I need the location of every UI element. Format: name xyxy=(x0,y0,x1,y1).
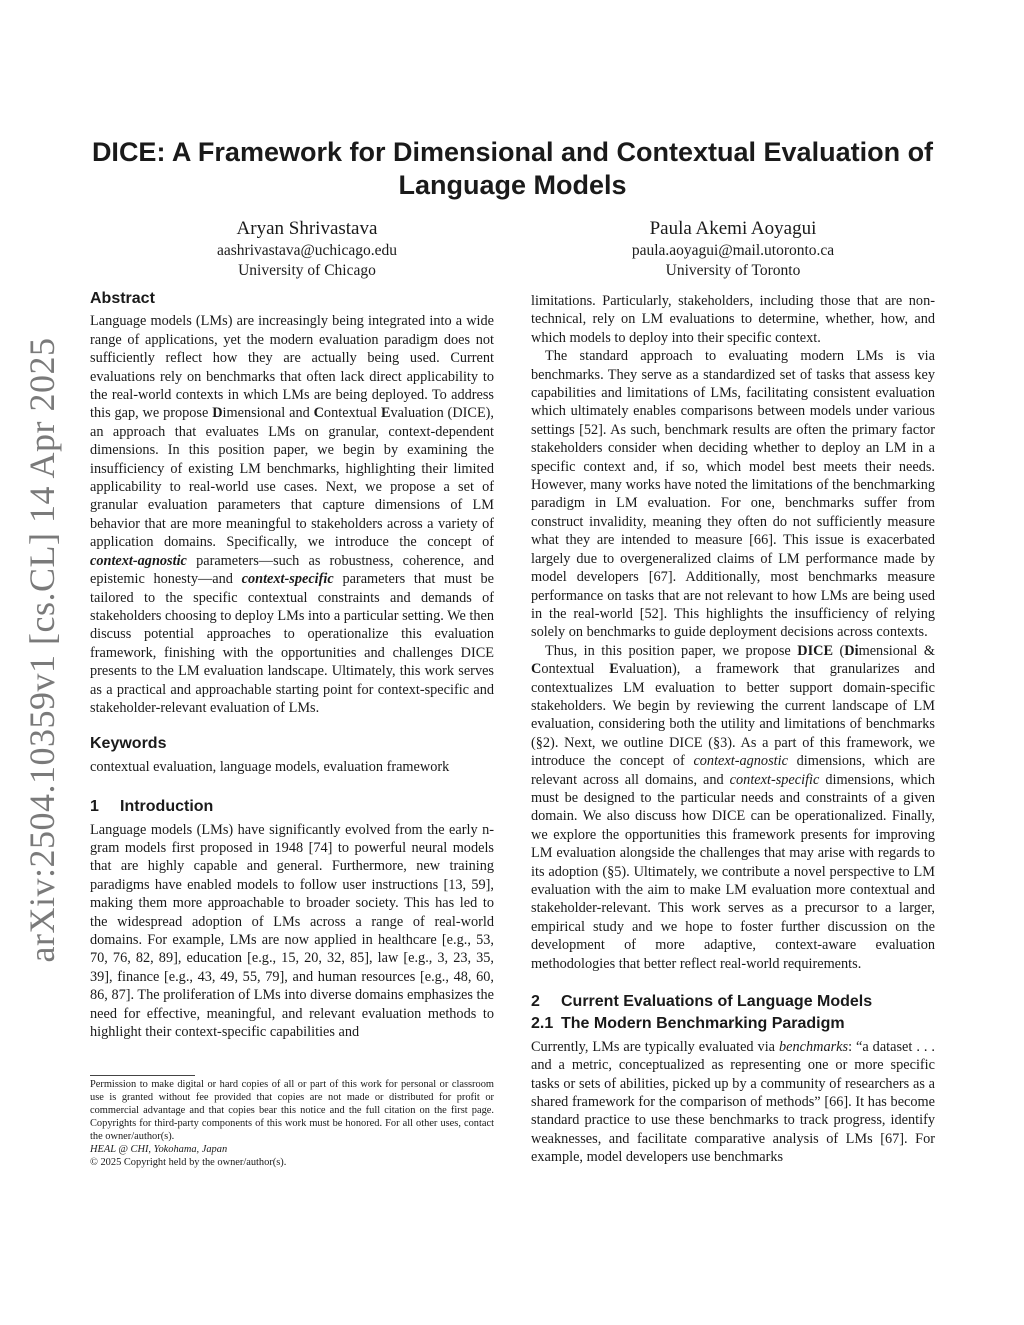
footnote-divider xyxy=(90,1075,195,1076)
section-2-heading: 2 Current Evaluations of Language Models xyxy=(531,993,873,1011)
author-name: Paula Akemi Aoyagui xyxy=(649,218,817,239)
keywords-heading: Keywords xyxy=(90,735,167,753)
intro-paragraph-3: Thus, in this position paper, we propose DICE (Dimensional & Contextual Evaluation), a framework that granularizes and contextualizes LM evaluation to better support domain-specific stakeholders. We begin by reviewing the current landscape of LM evaluation, considering both the utility and limitations of benchmarks (§2). Next, we outline DICE (§3). As a part of this framework, we introduce the concept of context-agnostic dimensions, which are relevant across all domains, and context-specific dimensions, which must be designed to the particular needs and constraints of a given domain. We also discuss how DICE can be operationalized. Finally, we explore the opportunities this framework presents for improving LM evaluation alongside the challenges that may arise with regards to its adoption (§5). Ultimately, we contribute a novel perspective to LM evaluation with the aim to make LM evaluation more contextual and stakeholder-relevant. This work serves as a precursor to a larger, empirical study and we hope to foster further discussion on the development of more adaptive, context-aware evaluation methodologies that better reflect real-world requirements. xyxy=(531,642,936,972)
abstract-heading: Abstract xyxy=(90,290,155,307)
author-block-1 xyxy=(147,217,467,281)
author-block-2 xyxy=(573,217,893,281)
venue-text: HEAL @ CHI, Yokohama, Japan xyxy=(90,1144,228,1155)
permission-text: Permission to make digital or hard copies of all or part of this work for personal or classroom use is granted without fee provided that copies are not made or distributed for profit or commercial advantage and that copies bear this notice and the full citation on the first page. Copyrights for third-party components of this work must be honored. For all other uses, contact the owner/author(s). xyxy=(90,1079,494,1142)
permission-footnote xyxy=(90,1078,494,1169)
author-affiliation: University of Toronto xyxy=(665,262,801,279)
right-column xyxy=(531,292,935,1167)
arxiv-identifier-text: arXiv:2504.10359v1 [cs.CL] 14 Apr 2025 xyxy=(22,337,62,963)
section-2-1-heading: 2.1 The Modern Benchmarking Paradigm xyxy=(531,1015,845,1033)
intro-paragraph-1: Language models (LMs) have significantly evolved from the early n-gram models first proposed in 1948 [74] to powerful neural models that are highly capable and general. Furthermore, new training paradigms have enabled models to follow user instructions [13, 59], making them more approachable to broader society. This has led to the widespread adoption of LMs across a range of real-world domains. For example, LMs are now applied in healthcare [e.g., 53, 70, 76, 82, 89], education [e.g., 15, 20, 32, 85], law [e.g., 3, 23, 35, 39], finance [e.g., 43, 49, 55, 79], and human resources [e.g., 48, 60, 86, 87]. The proliferation of LMs into diverse domains emphasizes the need for effective, meaningful, and relevant evaluation methods to highlight their context-specific capabilities and xyxy=(90,821,494,1041)
intro-heading: 1 Introduction xyxy=(90,798,214,816)
intro-paragraph-continued: limitations. Particularly, stakeholders, including those that are non-technical, rely on LM evaluations to determine, whether, how, and which models to deploy into their specific context. xyxy=(531,293,935,346)
paper-title: DICE: A Framework for Dimensional and Contextual Evaluation of Language Models xyxy=(91,137,934,200)
author-email: aashrivastava@uchicago.edu xyxy=(217,242,397,259)
arxiv-identifier xyxy=(6,337,78,963)
author-name: Aryan Shrivastava xyxy=(236,218,378,239)
author-affiliation: University of Chicago xyxy=(238,262,376,279)
author-email: paula.aoyagui@mail.utoronto.ca xyxy=(631,242,835,259)
section-2-1-paragraph: Currently, LMs are typically evaluated via benchmarks: “a dataset . . . and a metric, conceptualized as representing one or more specific tasks or sets of abilities, picked up by a community of researchers as a shared framework for the comparison of methods” [66]. It has become standard practice to use these benchmarks to track progress, identify weaknesses, and facilitate comparative analysis of LMs [67]. For example, model developers use benchmarks xyxy=(531,1038,936,1166)
keywords-text: contextual evaluation, language models, evaluation framework xyxy=(90,758,450,775)
copyright-text: © 2025 Copyright held by the owner/author(s). xyxy=(90,1157,287,1168)
intro-paragraph-2: The standard approach to evaluating modern LMs is via benchmarks. They serve as a standardized set of tasks that assess key capabilities and limitations of LMs, facilitating consistent evaluation which ultimately enables comparisons between models under various settings [52]. As such, benchmark results are often the primary factor stakeholders consider when deciding whether to deploy an LM in a specific context and, if so, which model best meets their needs. However, many works have noted the limitations of the benchmarking paradigm in LM evaluation. For one, benchmarks suffer from construct invalidity, meaning they often do not sufficiently measure what they are intended to measure [66]. This issue is exacerbated largely due to overgeneralized claims of LM performance made by model developers [67]. Additionally, most benchmarks measure performance on tasks that are not relevant to how LMs are being used in the real-world [52]. This highlights the insufficiency of relying solely on benchmarks to guide deployment decisions across contexts. xyxy=(531,348,935,641)
abstract-text: Language models (LMs) are increasingly being integrated into a wide range of applications, yet the modern evaluation paradigm does not sufficiently reflect how they are actually being used. Current evaluations rely on benchmarks that often lack direct applicability to the real-world contexts in which LMs are being deployed. To address this gap, we propose Dimensional and Contextual Evaluation (DICE), an approach that evaluates LMs on granular, context-dependent dimensions. In this position paper, we begin by examining the insufficiency of existing LM benchmarks, highlighting their limited applicability to real-world use cases. Next, we propose a set of granular evaluation parameters that capture dimensions of LM behavior that are more meaningful to stakeholders across a variety of application domains. Specifically, we introduce the concept of context-agnostic parameters—such as robustness, coherence, and epistemic honesty—and context-specific parameters that must be tailored to the specific contextual constraints and demands of stakeholders choosing to deploy LMs into a particular setting. We then discuss potential approaches to operationalize this evaluation framework, finishing with the opportunities and challenges DICE presents to the LM evaluation landscape. Ultimately, this work serves as a practical and approachable starting point for context-specific and stakeholder-relevant evaluation of LMs. xyxy=(90,313,495,716)
left-column xyxy=(90,290,494,1041)
